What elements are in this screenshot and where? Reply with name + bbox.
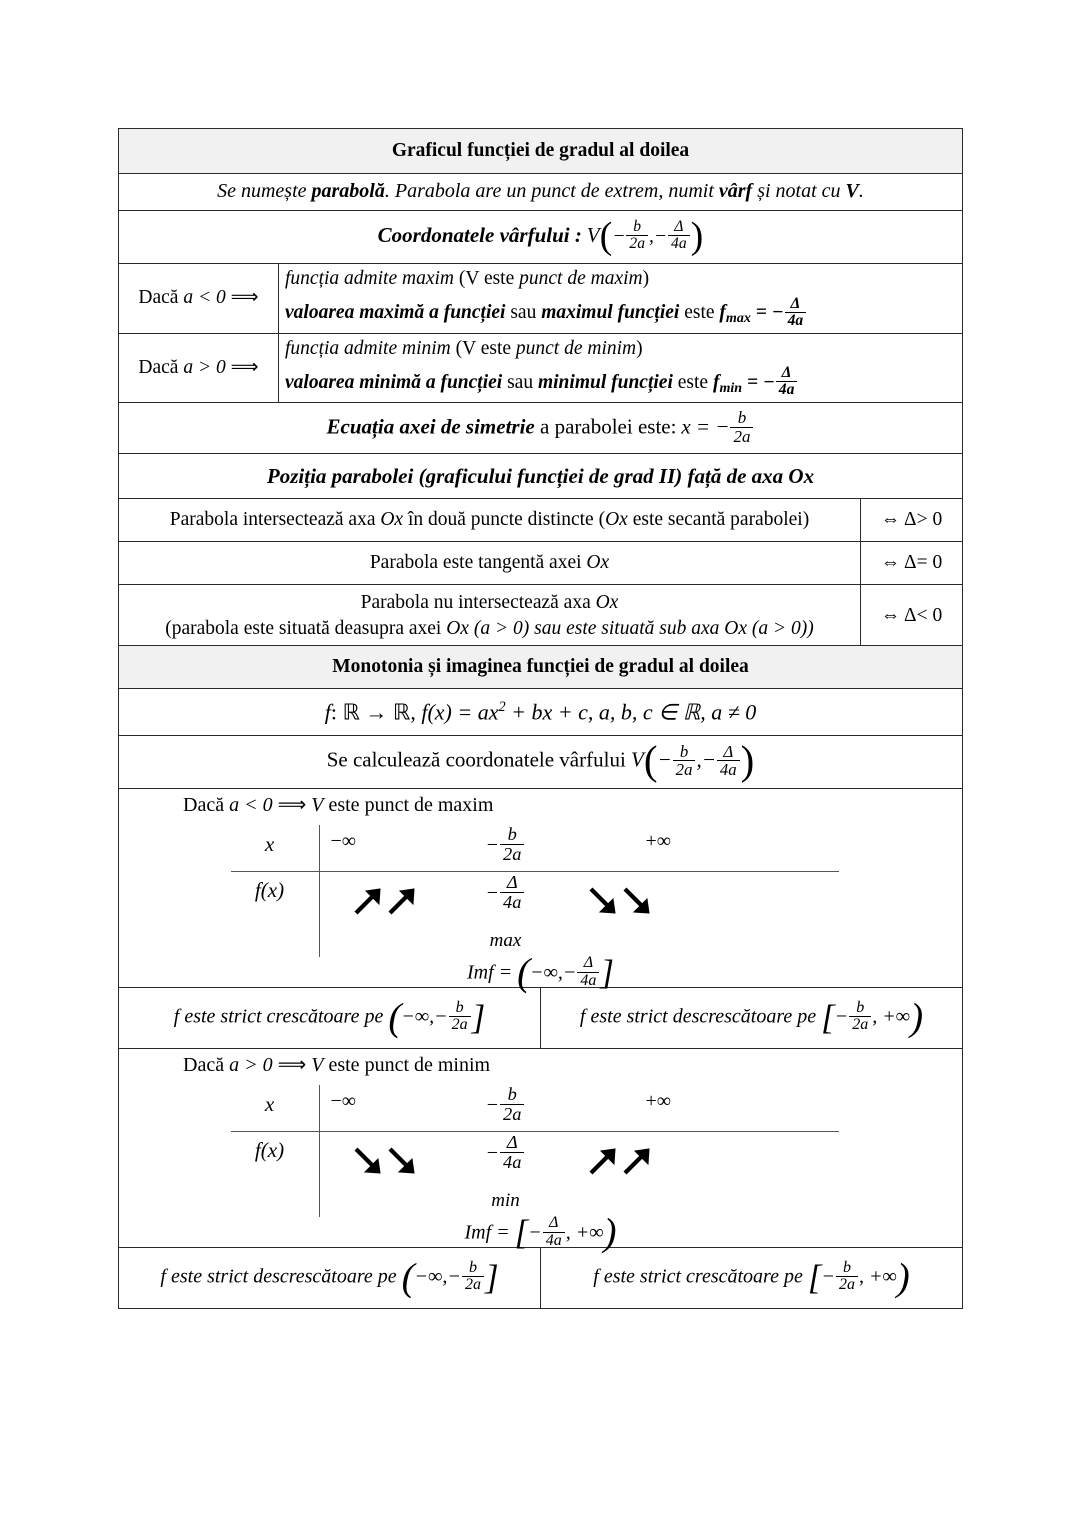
vmin-h-a: Dacă [183, 1054, 230, 1076]
f-symbol: f [719, 301, 726, 323]
fraction-b-2a [500, 1085, 524, 1124]
paren-open-icon: ( [517, 950, 531, 994]
variation-label-x: x [264, 1091, 275, 1116]
fraction-numerator: Δ [781, 364, 792, 382]
axis-equals: = − [690, 413, 730, 438]
fraction-delta-4a [577, 955, 599, 989]
case-pos-line1 [285, 337, 956, 362]
variation-horizontal-rule [231, 871, 839, 872]
variation-label-fx: f(x) [254, 1137, 285, 1162]
cond-prefix: Dacă [138, 286, 184, 308]
variation-left-limit: −∞ [330, 829, 357, 852]
implies-icon: ⟹ [272, 794, 312, 816]
ox-symbol: Ox [446, 618, 469, 640]
parabola-intro [119, 174, 963, 211]
def-domain: ℝ → ℝ [342, 699, 411, 725]
image-set-maxim [231, 950, 851, 994]
paren-open-icon: ( [401, 1255, 415, 1299]
fraction-denominator: 4a [717, 760, 740, 778]
case-heading-minim [119, 1049, 962, 1079]
condition-a-negative [119, 264, 279, 334]
mono-sign: − [447, 1265, 461, 1288]
table-row [119, 585, 963, 648]
case-pos-l1d: ) [636, 337, 643, 359]
maximul-functiei-text: maximul funcției [541, 301, 680, 323]
fraction-denominator: 4a [668, 235, 690, 252]
table2-title: Monotonia și imaginea funcției de gradul al doilea [119, 646, 963, 689]
position-row-1-text [119, 499, 861, 542]
ox-symbol: Ox [595, 591, 619, 613]
function-definition [119, 689, 963, 736]
vmax-val-sign: − [485, 881, 500, 904]
paren-close-icon: ) [740, 737, 755, 783]
fraction-delta-4a [785, 296, 807, 329]
vc-y-sign: − [701, 747, 716, 772]
fraction-numerator: Δ [506, 872, 518, 893]
vmax-h-cond: a < 0 [229, 794, 273, 816]
bracket-close-icon: ] [471, 997, 486, 1037]
variation-vertex-x [446, 1084, 566, 1126]
symmetry-axis-row [119, 403, 963, 454]
vertex-calculation-row [119, 736, 963, 789]
arrow-up-right-icon [351, 884, 385, 918]
paren-open-icon: ( [388, 995, 402, 1039]
case-neg-este: este [679, 301, 720, 323]
variation-block-maxim [119, 789, 963, 994]
def-rest: + bx + c, a, b, c ∈ ℝ, a ≠ 0 [505, 699, 757, 725]
mono-text: este strict descrescătoare pe [165, 1265, 402, 1288]
variation-extremum-label: max [489, 929, 522, 951]
admite-minim-text: funcția admite minim [285, 337, 451, 359]
fraction-b-2a [462, 1260, 484, 1294]
pos3-line2 [125, 617, 854, 642]
table-row [119, 1049, 963, 1248]
cond-prefix: Dacă [138, 356, 184, 378]
implies-icon: ⟹ [230, 286, 259, 308]
imf-sign: − [562, 961, 577, 983]
case-a-negative-body [279, 264, 963, 334]
fraction-denominator: 2a [500, 844, 524, 864]
table-row [119, 736, 963, 789]
fraction-delta-4a [543, 1215, 565, 1249]
table1-title: Graficul funcției de gradul al doilea [119, 129, 963, 174]
def-exponent: 2 [498, 698, 506, 715]
variation-right-limit: +∞ [645, 1089, 672, 1112]
imf-from: −∞, [530, 961, 563, 983]
ox-symbol: Ox [724, 618, 747, 640]
variation-vertical-rule [319, 1085, 320, 1217]
fraction-denominator: 4a [500, 1152, 524, 1172]
variation-left-limit: −∞ [330, 1089, 357, 1112]
vertex-y-sign: − [653, 225, 668, 247]
fraction-delta-4a [776, 365, 798, 398]
mono-sign: − [434, 1005, 448, 1028]
variation-box-minim [119, 1049, 962, 1254]
table-row [119, 174, 963, 211]
variation-label-fx: f(x) [254, 877, 285, 902]
vmax-mid-sign: − [485, 833, 500, 856]
vmin-h-v: V [311, 1054, 324, 1076]
mono-to: , +∞ [872, 1005, 911, 1028]
fraction-numerator: b [468, 1258, 477, 1276]
cond-expression: a < 0 [183, 286, 226, 308]
imf-sign: − [528, 1221, 542, 1243]
fraction-numerator: b [507, 1084, 517, 1105]
sign-table-maxim [231, 824, 851, 994]
bracket-close-icon: ] [600, 953, 615, 993]
intro-bold-v: V [845, 180, 859, 203]
fraction-numerator: b [507, 824, 517, 845]
f-symbol: f [712, 371, 720, 393]
arrow-up-right-icon [586, 1144, 620, 1178]
paren-close-icon: ) [910, 995, 924, 1039]
fraction-numerator: b [842, 1258, 851, 1276]
fraction-denominator: 4a [543, 1232, 565, 1249]
intro-bold-parabola: parabolă [311, 180, 385, 203]
ox-symbol: Ox [605, 508, 628, 530]
variation-block-minim [119, 1049, 963, 1254]
admite-maxim-text: funcția admite maxim [285, 268, 454, 289]
vmax-h-d: este punct de maxim [323, 794, 494, 816]
paren-close-icon: ) [690, 214, 704, 257]
bracket-close-icon: ] [484, 1257, 499, 1297]
table-row [119, 211, 963, 264]
monotonicity-minim-left [119, 1248, 541, 1309]
mono-from: −∞, [414, 1265, 448, 1288]
table-row [119, 689, 963, 736]
fraction-denominator: 2a [730, 427, 753, 445]
intro-part2: . Parabola are un punct de extrem, numit [384, 180, 719, 203]
vmin-val-sign: − [485, 1141, 500, 1164]
fraction-delta-4a [668, 219, 690, 252]
vc-separator: , [696, 747, 702, 772]
punct-de-maxim-text: punct de maxim [519, 268, 643, 289]
fraction-denominator: 2a [500, 1104, 524, 1124]
mono-f: f [579, 1005, 586, 1028]
bracket-open-icon: [ [514, 1213, 529, 1253]
delta-condition-3: ⇔ Δ< 0 [860, 585, 962, 648]
mono-text: este strict crescătoare pe [179, 1005, 389, 1028]
mono-sign: − [821, 1265, 835, 1288]
fraction-denominator: 2a [462, 1276, 484, 1293]
monotonicity-maxim-left [119, 988, 541, 1049]
fraction-denominator: 4a [776, 381, 798, 398]
mono-f: f [593, 1265, 599, 1288]
bracket-open-icon: [ [807, 1257, 822, 1297]
position-section-title: Poziția parabolei (graficului funcției de grad II) față de axa Ox [119, 454, 963, 499]
variation-vertex-y [446, 872, 566, 914]
position-row-3-text [119, 585, 861, 648]
fraction-denominator: 4a [577, 972, 599, 989]
fraction-b-2a [673, 743, 696, 778]
case-heading-maxim [119, 789, 962, 819]
fraction-numerator: Δ [674, 218, 684, 236]
imf-label: Imf = [464, 1221, 510, 1243]
fraction-numerator: b [455, 998, 464, 1016]
variation-horizontal-rule [231, 1131, 839, 1132]
fraction-numerator: Δ [549, 1214, 559, 1232]
ecuatia-axei-label: Ecuația axei de simetrie [326, 413, 535, 438]
case-neg-sau: sau [505, 301, 542, 323]
fraction-numerator: Δ [506, 1132, 518, 1153]
mono-to: , +∞ [858, 1265, 897, 1288]
fraction-b-2a [730, 409, 753, 445]
punct-de-minim-text: punct de minim [515, 337, 637, 359]
arrow-up-right-icon [620, 1144, 654, 1178]
pos3-a: Parabola nu intersectează axa [360, 591, 596, 613]
intro-part1: Se numește [217, 180, 312, 203]
fraction-numerator: b [737, 408, 747, 428]
def-fx: f(x) = ax [421, 699, 499, 725]
fraction-numerator: Δ [723, 742, 734, 762]
valoarea-maxima-text: valoarea maximă a funcției [285, 301, 506, 323]
pos2-a: Parabola este tangentă axei [369, 551, 587, 573]
valoarea-minima-text: valoarea minimă a funcției [285, 371, 503, 393]
arrow-down-right-icon [586, 884, 620, 918]
fraction-denominator: 2a [836, 1276, 858, 1293]
table-row [119, 264, 963, 334]
table-monotonia-imaginea [118, 645, 963, 1309]
case-neg-l1d: ) [642, 268, 650, 289]
paren-close-icon: ) [603, 1210, 617, 1254]
table-graficul-functiei [118, 128, 963, 648]
arrow-down-right-icon [620, 884, 654, 918]
intro-part4: . [858, 180, 864, 203]
arrow-down-right-icon [351, 1144, 385, 1178]
sign-table-minim [231, 1084, 851, 1254]
variation-right-limit: +∞ [645, 829, 672, 852]
vmax-h-v: V [311, 794, 324, 816]
fraction-denominator: 2a [626, 235, 648, 252]
variation-arrows-increasing [351, 883, 419, 918]
table-row [119, 454, 963, 499]
mono-from: −∞, [401, 1005, 435, 1028]
intro-part3: și notat cu [752, 180, 846, 203]
fraction-numerator: Δ [583, 954, 594, 972]
table-row [119, 646, 963, 689]
mono-sign: − [834, 1005, 849, 1028]
variation-arrows-decreasing [351, 1143, 419, 1178]
vertex-calc-text: Se calculează coordonatele vârfului [326, 747, 632, 772]
pos1-c: este secantă parabolei) [627, 508, 810, 530]
variation-vertex-x [446, 824, 566, 866]
case-pos-sau: sau [502, 371, 538, 393]
case-neg-line2 [285, 294, 956, 330]
f-subscript-max: max [725, 310, 751, 327]
fraction-numerator: Δ [790, 294, 801, 312]
variation-vertex-y [446, 1132, 566, 1174]
condition-a-positive [119, 333, 279, 403]
table-row [119, 333, 963, 403]
mono-f: f [173, 1005, 180, 1028]
table-row [119, 542, 963, 585]
fraction-numerator: b [633, 218, 642, 236]
variation-extremum-label: min [491, 1189, 520, 1211]
f-equals-sign: = − [750, 301, 784, 323]
implies-icon: ⟹ [230, 356, 259, 378]
case-neg-l1b: (V este [453, 268, 520, 289]
arrow-down-right-icon [385, 1144, 419, 1178]
axis-rest-text: a parabolei este: [534, 413, 677, 438]
fraction-denominator: 4a [785, 312, 807, 329]
intro-bold-varf: vârf [718, 180, 753, 203]
def-comma: , [410, 699, 422, 725]
vertex-label: Coordonatele vârfului : [377, 222, 582, 247]
bracket-open-icon: [ [821, 997, 835, 1037]
fraction-numerator: b [679, 742, 689, 762]
vmin-h-d: este punct de minim [323, 1054, 491, 1076]
fraction-b-2a [836, 1260, 858, 1294]
ox-symbol: Ox [380, 508, 404, 530]
variation-vertical-rule [319, 825, 320, 957]
delta-condition-2: ⇔ Δ= 0 [860, 542, 962, 585]
fraction-b-2a [449, 1000, 471, 1034]
implies-icon: ⟹ [272, 1054, 312, 1076]
variation-box-maxim [119, 789, 962, 994]
fraction-numerator: b [856, 998, 865, 1016]
arrow-up-right-icon [385, 884, 419, 918]
paren-open-icon: ( [643, 737, 658, 783]
vc-x-sign: − [657, 747, 672, 772]
table-row [119, 789, 963, 988]
axis-x-symbol: x [681, 413, 691, 438]
case-pos-l1b: (V este [450, 337, 516, 359]
imf-to: , +∞ [565, 1221, 604, 1243]
mono-f: f [160, 1265, 166, 1288]
pos1-a: Parabola intersectează axa [169, 508, 381, 530]
vmin-h-cond: a > 0 [229, 1054, 273, 1076]
fraction-denominator: 4a [500, 892, 524, 912]
case-a-positive-body [279, 333, 963, 403]
pos3-line1 [125, 591, 854, 616]
ox-symbol: Ox [586, 551, 610, 573]
fraction-b-2a [849, 1000, 871, 1034]
fraction-delta-4a [500, 1133, 524, 1172]
fraction-delta-4a [500, 873, 524, 912]
table-row [119, 403, 963, 454]
fraction-denominator: 2a [673, 760, 696, 778]
table-row [119, 1248, 963, 1309]
vmax-h-a: Dacă [183, 794, 230, 816]
table-row [119, 988, 963, 1049]
vertex-x-sign: − [612, 225, 626, 247]
delta-condition-1: ⇔ Δ> 0 [860, 499, 962, 542]
variation-label-x: x [264, 831, 275, 856]
fraction-delta-4a [717, 743, 740, 778]
f-equals-sign: = − [742, 371, 775, 393]
table-row [119, 129, 963, 174]
pos3-l2b: (a > 0) sau este situată sub axa [468, 618, 725, 640]
monotonicity-maxim-right [541, 988, 963, 1049]
vertex-point-v: V [586, 222, 600, 247]
table-row [119, 499, 963, 542]
variation-arrows-decreasing [586, 883, 654, 918]
mono-text: este strict crescătoare pe [598, 1265, 808, 1288]
fraction-denominator: 2a [849, 1016, 871, 1033]
f-subscript-min: min [719, 379, 743, 396]
fraction-b-2a [500, 825, 524, 864]
vertex-coordinates-row [119, 211, 963, 264]
def-colon: : [330, 699, 343, 725]
pos3-l2a: (parabola este situată deasupra axei [165, 618, 447, 640]
fraction-denominator: 2a [449, 1016, 471, 1033]
variation-arrows-increasing [586, 1143, 654, 1178]
pos3-l2c: (a > 0)) [746, 618, 814, 640]
fraction-b-2a [626, 219, 648, 252]
monotonicity-minim-right [541, 1248, 963, 1309]
vertex-separator: , [649, 225, 654, 247]
imf-label: Imf = [466, 961, 513, 983]
def-f: f [324, 699, 331, 725]
mono-text: este strict descrescătoare pe [585, 1005, 822, 1028]
paren-open-icon: ( [599, 214, 613, 257]
vertex-point-v: V [631, 747, 644, 772]
position-row-2-text [119, 542, 861, 585]
pos1-b: în două puncte distincte ( [403, 508, 606, 530]
vmin-mid-sign: − [485, 1093, 500, 1116]
case-pos-este: este [672, 371, 713, 393]
paren-close-icon: ) [896, 1255, 910, 1299]
cond-expression: a > 0 [183, 356, 226, 378]
case-pos-line2 [285, 364, 956, 400]
image-set-minim [231, 1210, 851, 1254]
minimul-functiei-text: minimul funcției [537, 371, 673, 393]
case-neg-line1 [285, 267, 956, 292]
